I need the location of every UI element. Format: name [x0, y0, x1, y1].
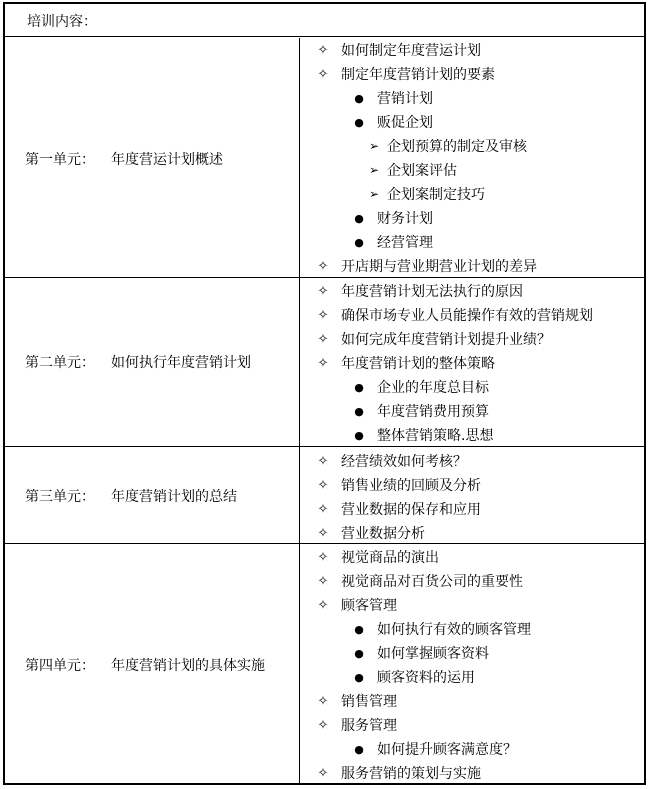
list-item-text: 确保市场专业人员能操作有效的营销规划	[341, 308, 593, 324]
unit-title: 年度营销计划的具体实施	[111, 658, 265, 674]
dot-bullet-icon: ●	[354, 211, 364, 225]
star-bullet-icon: ✧	[317, 307, 329, 323]
arrow-bullet-icon: ➢	[368, 187, 380, 201]
dot-bullet-icon: ●	[354, 646, 364, 660]
list-item	[300, 545, 644, 569]
star-bullet-icon: ✧	[317, 717, 329, 733]
list-item	[300, 206, 644, 230]
list-item-text: 如何掌握顾客资料	[377, 646, 489, 662]
list-item-text: 视觉商品对百货公司的重要性	[341, 574, 523, 590]
star-bullet-icon: ✧	[317, 258, 329, 274]
dot-bullet-icon: ●	[354, 380, 364, 394]
list-item	[300, 617, 644, 641]
dot-bullet-icon: ●	[354, 115, 364, 129]
dot-bullet-icon: ●	[354, 428, 364, 442]
star-bullet-icon: ✧	[317, 549, 329, 565]
unit-title: 如何执行年度营销计划	[111, 355, 251, 371]
list-item	[300, 593, 644, 617]
star-bullet-icon: ✧	[317, 573, 329, 589]
unit-title: 年度营运计划概述	[111, 152, 223, 168]
list-item-text: 企划预算的制定及审核	[387, 139, 527, 155]
list-item	[300, 230, 644, 254]
list-item-text: 年度营销计划的整体策略	[341, 356, 495, 372]
star-bullet-icon: ✧	[317, 693, 329, 709]
unit-divider-1	[5, 277, 644, 278]
dot-bullet-icon: ●	[354, 91, 364, 105]
unit-label-1	[25, 151, 223, 169]
star-bullet-icon: ✧	[317, 501, 329, 517]
list-item-text: 企划案评估	[387, 163, 457, 179]
list-item	[300, 449, 644, 473]
list-item	[300, 38, 644, 62]
unit-label-3	[25, 488, 237, 506]
list-item-text: 服务管理	[341, 718, 397, 734]
list-item	[300, 737, 644, 761]
star-bullet-icon: ✧	[317, 66, 329, 82]
unit-number: 第一单元：	[25, 152, 95, 168]
list-item-text: 营销计划	[377, 91, 433, 107]
arrow-bullet-icon: ➢	[368, 163, 380, 177]
list-item	[300, 351, 644, 375]
list-item-text: 顾客资料的运用	[377, 670, 475, 686]
list-item-text: 如何完成年度营销计划提升业绩？	[341, 332, 551, 348]
list-item-text: 如何制定年度营运计划	[341, 43, 481, 59]
table-header: 培训内容：	[27, 14, 97, 30]
unit-number: 第三单元：	[25, 489, 95, 505]
list-item	[300, 327, 644, 351]
list-item	[300, 86, 644, 110]
star-bullet-icon: ✧	[317, 42, 329, 58]
list-item	[300, 110, 644, 134]
arrow-bullet-icon: ➢	[368, 139, 380, 153]
star-bullet-icon: ✧	[317, 765, 329, 781]
star-bullet-icon: ✧	[317, 355, 329, 371]
list-item-text: 销售业绩的回顾及分析	[341, 478, 481, 494]
list-item	[300, 279, 644, 303]
unit-divider-2	[5, 446, 644, 447]
unit-number: 第二单元：	[25, 355, 95, 371]
list-item-text: 营业数据的保存和应用	[341, 502, 481, 518]
header-divider	[5, 36, 644, 37]
dot-bullet-icon: ●	[354, 404, 364, 418]
list-item	[300, 689, 644, 713]
list-item	[300, 254, 644, 278]
list-item-text: 视觉商品的演出	[341, 550, 439, 566]
unit-label-4	[25, 657, 265, 675]
star-bullet-icon: ✧	[317, 525, 329, 541]
training-content-table	[3, 2, 646, 785]
unit-divider-3	[5, 543, 644, 544]
star-bullet-icon: ✧	[317, 477, 329, 493]
list-item	[300, 62, 644, 86]
list-item	[300, 665, 644, 689]
list-item-text: 企业的年度总目标	[377, 380, 489, 396]
list-item	[300, 399, 644, 423]
list-item	[300, 182, 644, 206]
list-item	[300, 158, 644, 182]
list-item-text: 经营管理	[377, 235, 433, 251]
list-item-text: 贩促企划	[377, 115, 433, 131]
list-item	[300, 641, 644, 665]
list-item-text: 如何提升顾客满意度？	[377, 742, 517, 758]
list-item-text: 如何执行有效的顾客管理	[377, 622, 531, 638]
unit-number: 第四单元：	[25, 658, 95, 674]
list-item-text: 制定年度营销计划的要素	[341, 67, 495, 83]
dot-bullet-icon: ●	[354, 622, 364, 636]
list-item	[300, 303, 644, 327]
list-item-text: 经营绩效如何考核？	[341, 454, 467, 470]
list-item	[300, 761, 644, 785]
unit-label-2	[25, 354, 251, 372]
list-item	[300, 375, 644, 399]
list-item-text: 年度营销计划无法执行的原因	[341, 284, 523, 300]
list-item	[300, 473, 644, 497]
list-item	[300, 423, 644, 447]
unit-title: 年度营销计划的总结	[111, 489, 237, 505]
list-item	[300, 134, 644, 158]
dot-bullet-icon: ●	[354, 235, 364, 249]
list-item	[300, 713, 644, 737]
list-item-text: 服务营销的策划与实施	[341, 766, 481, 782]
list-item-text: 开店期与营业期营业计划的差异	[341, 259, 537, 275]
list-item-text: 顾客管理	[341, 598, 397, 614]
star-bullet-icon: ✧	[317, 453, 329, 469]
star-bullet-icon: ✧	[317, 331, 329, 347]
list-item	[300, 521, 644, 545]
list-item-text: 整体营销策略.思想	[377, 428, 494, 444]
list-item-text: 销售管理	[341, 694, 397, 710]
list-item-text: 年度营销费用预算	[377, 404, 489, 420]
star-bullet-icon: ✧	[317, 283, 329, 299]
list-item-text: 营业数据分析	[341, 526, 425, 542]
list-item-text: 财务计划	[377, 211, 433, 227]
dot-bullet-icon: ●	[354, 670, 364, 684]
list-item	[300, 497, 644, 521]
star-bullet-icon: ✧	[317, 597, 329, 613]
list-item-text: 企划案制定技巧	[387, 187, 485, 203]
dot-bullet-icon: ●	[354, 742, 364, 756]
list-item	[300, 569, 644, 593]
